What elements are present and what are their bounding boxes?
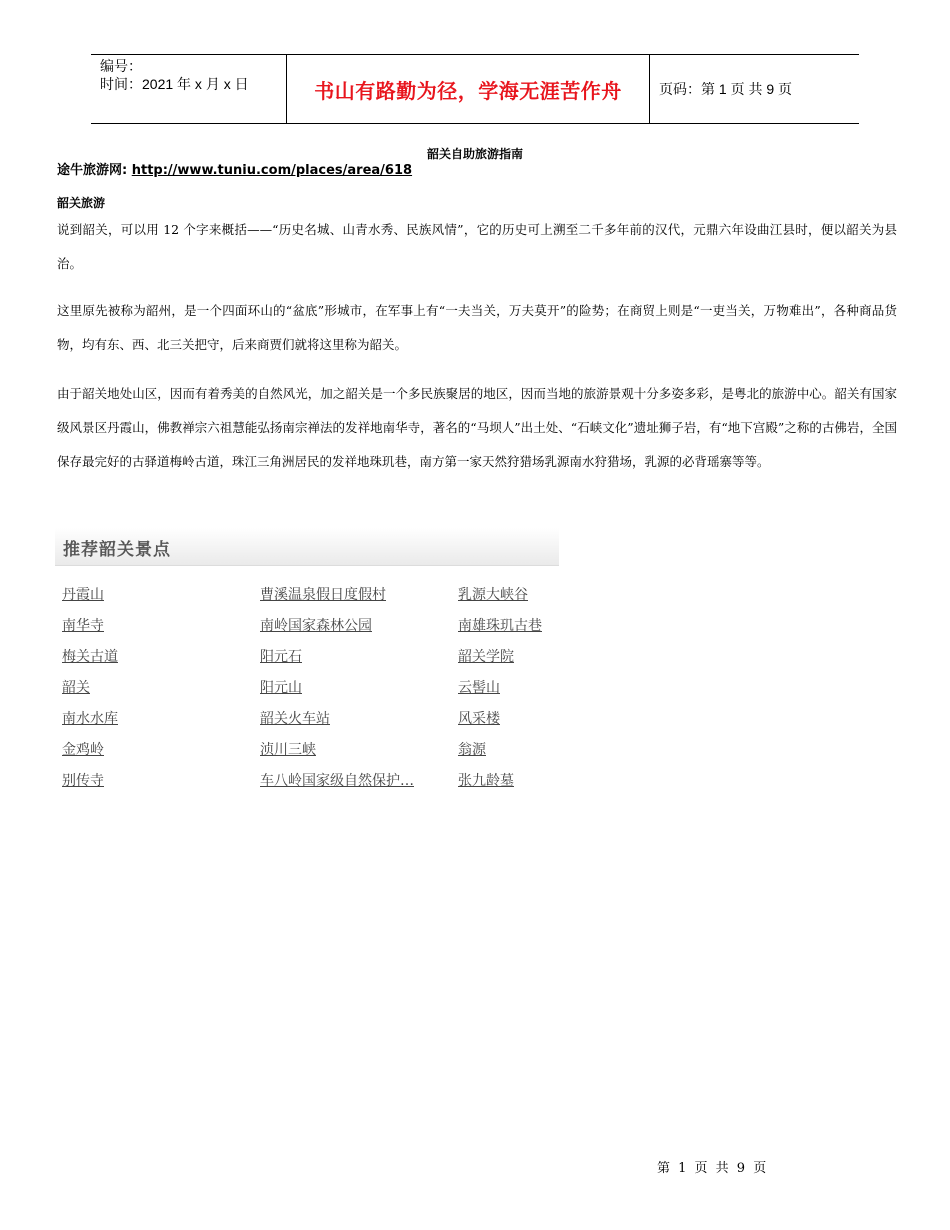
page-info: 页码：第 1 页 共 9 页 — [659, 81, 793, 97]
paragraph-2: 这里原先被称为韶州，是一个四面环山的“盆底”形城市，在军事上有“一夫当关，万夫莫开”的险势；在商贸上则是“一吏当关，万物难出”，各种商品货物，均有东、西、北三关把守，后来商贾们就将这里称为韶关。 — [57, 303, 897, 352]
spot-link[interactable]: 乳源大峡谷 — [458, 586, 528, 603]
spot-row — [62, 671, 582, 702]
spot-link[interactable]: 张九龄墓 — [458, 772, 514, 789]
spot-link[interactable]: 梅关古道 — [62, 648, 118, 665]
header-motto-cell — [287, 55, 650, 123]
page-footer: 第 1 页 共 9 页 — [657, 1161, 769, 1176]
spot-link[interactable]: 别传寺 — [62, 772, 104, 789]
spot-row — [62, 640, 582, 671]
recommend-header — [55, 528, 559, 566]
spot-link[interactable]: 丹霞山 — [62, 586, 104, 603]
recommend-spot-grid — [62, 578, 582, 795]
spot-link[interactable]: 南雄珠玑古巷 — [458, 617, 542, 634]
spot-link[interactable]: 翁源 — [458, 741, 486, 758]
section-title: 韶关旅游 — [57, 196, 106, 210]
spot-row — [62, 702, 582, 733]
spot-link[interactable]: 金鸡岭 — [62, 741, 104, 758]
spot-link[interactable]: 阳元山 — [260, 679, 302, 696]
spot-link[interactable]: 韶关学院 — [458, 648, 514, 665]
paragraph-1: 说到韶关，可以用 12 个字来概括——“历史名城、山青水秀、民族风情”，它的历史可上溯至二千多年前的汉代，元鼎六年设曲江县时，便以韶关为县治。 — [57, 222, 897, 271]
spot-row — [62, 578, 582, 609]
document-title: 韶关自助旅游指南 — [426, 147, 523, 161]
time-label: 时间：2021 年 x 月 x 日 — [100, 76, 249, 92]
header-meta-cell — [91, 55, 287, 123]
spot-link[interactable]: 韶关 — [62, 679, 90, 696]
motto: 书山有路勤为径，学海无涯苦作舟 — [314, 78, 622, 103]
header-page-cell — [650, 55, 859, 123]
source-label: 途牛旅游网: — [57, 163, 132, 178]
spot-link[interactable]: 阳元石 — [260, 648, 302, 665]
spot-row — [62, 609, 582, 640]
source-url-link[interactable]: http://www.tuniu.com/places/area/618 — [131, 163, 413, 178]
spot-link[interactable]: 车八岭国家级自然保护… — [260, 772, 414, 789]
spot-link[interactable]: 南岭国家森林公园 — [260, 617, 372, 634]
number-label: 编号： — [100, 58, 142, 74]
spot-link[interactable]: 浈川三峡 — [260, 741, 316, 758]
header-table — [91, 54, 859, 124]
spot-row — [62, 733, 582, 764]
spot-link[interactable]: 南水水库 — [62, 710, 118, 727]
spot-link[interactable]: 曹溪温泉假日度假村 — [260, 586, 386, 603]
recommend-title: 推荐韶关景点 — [63, 540, 171, 560]
spot-row — [62, 764, 582, 795]
spot-link[interactable]: 风采楼 — [458, 710, 500, 727]
paragraph-3: 由于韶关地处山区，因而有着秀美的自然风光，加之韶关是一个多民族聚居的地区，因而当地的旅游景观十分多姿多彩，是粤北的旅游中心。韶关有国家级风景区丹霞山，佛教禅宗六祖慧能弘扬南宗禅法的发祥地南华寺，著名的“马坝人”出土处、“石峡文化”遗址狮子岩，有“地下宫殿”之称的古佛岩，全国保存最完好的古驿道梅岭古道，珠江三角洲居民的发祥地珠玑巷，南方第一家天然狩猎场乳源南水狩猎场，乳源的必背瑶寨等等。 — [57, 386, 897, 469]
spot-link[interactable]: 韶关火车站 — [260, 710, 330, 727]
source-line — [57, 159, 412, 178]
spot-link[interactable]: 南华寺 — [62, 617, 104, 634]
spot-link[interactable]: 云髻山 — [458, 679, 500, 696]
